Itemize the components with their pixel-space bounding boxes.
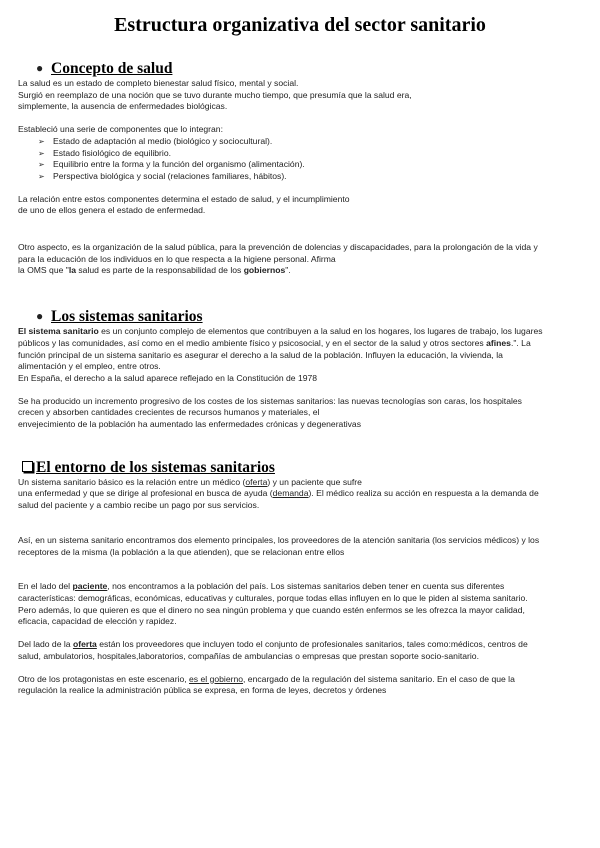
- heading-text: Los sistemas sanitarios: [51, 308, 203, 326]
- list-item: [38, 171, 582, 183]
- underlined-text: es el gobierno: [189, 673, 244, 684]
- text-line: , encargado de la regulación del sistema sanitario. En el caso de que la: [243, 673, 515, 684]
- text-line: eficacia, capacidad de elección y rapidez.: [18, 616, 177, 627]
- text-line: para la educación de los individuos en lo que respecta a la higiene personal. Afirma: [18, 253, 336, 264]
- checkbox-bullet-icon: [22, 461, 33, 472]
- underlined-bold-text: oferta: [72, 639, 97, 650]
- text-line: crecen y absorben cantidades crecientes de recursos humanos y materiales, el: [18, 407, 320, 418]
- text-line: La salud es un estado de completo bienestar salud físico, mental y social.: [18, 78, 299, 88]
- text-line: alimentación y el empleo, entre otros.: [18, 361, 161, 372]
- bold-text: El sistema sanitario: [18, 326, 99, 337]
- bold-text: gobiernos: [243, 265, 286, 276]
- text-line: Pero además, lo que quieren es que el dinero no sea ningún problema y que cuando estén enfermos se les ofrezca la mayor calidad,: [18, 604, 525, 615]
- list-item-text: Perspectiva biológica y social (relaciones familiares, hábitos).: [53, 170, 287, 181]
- paragraph: [18, 78, 582, 113]
- paragraph: [18, 326, 582, 385]
- text-line: ".: [285, 265, 291, 276]
- list-item: [38, 159, 582, 171]
- list-intro: Estableció una serie de componentes que lo integran:: [18, 124, 223, 135]
- paragraph: [18, 194, 582, 217]
- section-heading-sistemas-sanitarios: [18, 308, 582, 326]
- text-line: Surgió en reemplazo de una noción que se tuvo durante mucho tiempo, que presumía que la salud era,: [18, 89, 412, 100]
- text-line: , nos encontramos a la población del país. Los sistemas sanitarios deben tener en cuenta sus diferentes: [107, 581, 505, 592]
- text-line: Se ha producido un incremento progresivo de los costes de los sistemas sanitarios: las nuevas tecnologías son caras, los hospitales: [18, 395, 522, 406]
- section-heading-concepto-salud: [18, 60, 582, 78]
- heading-text: El entorno de los sistemas sanitarios: [36, 458, 275, 476]
- arrow-bullet-icon: ➢: [38, 148, 45, 158]
- text-line: de uno de ellos genera el estado de enfermedad.: [18, 205, 206, 216]
- heading-text: Concepto de salud: [51, 60, 173, 77]
- text-line: La relación entre estos componentes determina el estado de salud, y el incumplimiento: [18, 193, 350, 204]
- arrow-bullet-icon: ➢: [38, 171, 45, 181]
- paragraph: [18, 242, 582, 277]
- paragraph: [18, 535, 582, 558]
- arrow-bullet-icon: ➢: [38, 136, 45, 146]
- text-line: Un sistema sanitario básico es la relación entre un médico (: [18, 476, 246, 487]
- text-line: es un conjunto complejo de elementos que contribuyen a la salud en los hogares, los lugares de trabajo, los lugares: [98, 326, 543, 337]
- text-line: Del lado de la: [18, 639, 73, 650]
- text-line: salud, ambulatorios, hospitales,laboratorios, compañías de ambulancias o empresas que prestan soporte socio-sanitario.: [18, 650, 479, 661]
- list-item-text: Estado fisiológico de equilibrio.: [53, 147, 171, 158]
- underlined-text: oferta: [245, 476, 268, 487]
- paragraph: [18, 674, 582, 697]
- list-item-text: Equilibrio entre la forma y la función del organismo (alimentación).: [53, 159, 305, 170]
- components-list: [18, 136, 582, 183]
- text-line: están los proveedores que incluyen todo el conjunto de profesionales sanitarios, tales como:médicos, centros de: [96, 639, 528, 650]
- text-line: receptores de la misma (la población a la que atienden), que se relacionan entre ellos: [18, 546, 345, 557]
- text-line: ). El médico realiza su acción en respuesta a la demanda de: [308, 488, 539, 499]
- text-line: Otro de los protagonistas en este escenario,: [18, 673, 190, 684]
- underlined-text: demanda: [272, 488, 309, 499]
- bullet-icon: ●: [36, 309, 44, 324]
- list-item: [38, 148, 582, 160]
- text-line: regulación la realice la administración pública se expresa, en forma de leyes, decretos y órdenes: [18, 685, 387, 696]
- bullet-icon: ●: [36, 61, 44, 75]
- list-item-text: Estado de adaptación al medio (biológico y sociocultural).: [53, 135, 273, 146]
- paragraph: [18, 477, 582, 512]
- text-line: una enfermedad y que se dirige al profesional en busca de ayuda (: [18, 488, 273, 499]
- bold-text: la: [68, 265, 76, 276]
- document-title: Estructura organizativa del sector sanitario: [114, 14, 486, 36]
- paragraph: [18, 639, 582, 662]
- text-line: Otro aspecto, es la organización de la salud pública, para la prevención de dolencias y discapacidades, para la prolongación de la vida y: [18, 242, 538, 253]
- text-line: públicos y las comunidades, así como en el medio ambiente físico y psicosocial, y en el sector de la salud y otros sectores: [18, 337, 487, 348]
- list-item: [38, 136, 582, 148]
- text-line: salud del paciente y a cambio recibe un pago por sus servicios.: [18, 500, 260, 511]
- paragraph: [18, 396, 582, 431]
- text-line: salud es parte de la responsabilidad de los: [76, 265, 244, 276]
- text-line: Así, en un sistema sanitario encontramos dos elemento principales, los proveedores de la atención sanitaria (los servicios médicos) y los: [18, 534, 540, 545]
- text-line: .". La: [510, 337, 531, 348]
- text-line: función principal de un sistema sanitario es asegurar el derecho a la salud de la población. Influyen la educación, la vivienda, la: [18, 349, 503, 360]
- section-heading-entorno: [18, 459, 582, 477]
- underlined-bold-text: paciente: [72, 581, 108, 592]
- text-line: envejecimiento de la población ha aumentado las enfermedades crónicas y degenerativas: [18, 419, 362, 430]
- text-line: simplemente, la ausencia de enfermedades biológicas.: [18, 101, 228, 112]
- text-line: características: demográficas, económicas, educativas y culturales, porque todas ellas influyen en lo que le piden al sistema sanitario.: [18, 592, 528, 603]
- text-line: En España, el derecho a la salud aparece reflejado en la Constitución de 1978: [18, 372, 318, 383]
- paragraph: [18, 581, 582, 628]
- bold-text: afines: [486, 337, 511, 348]
- text-line: la OMS que ": [18, 265, 69, 276]
- text-line: ) y un paciente que sufre: [267, 476, 362, 487]
- text-line: En el lado del: [18, 581, 73, 592]
- arrow-bullet-icon: ➢: [38, 160, 45, 170]
